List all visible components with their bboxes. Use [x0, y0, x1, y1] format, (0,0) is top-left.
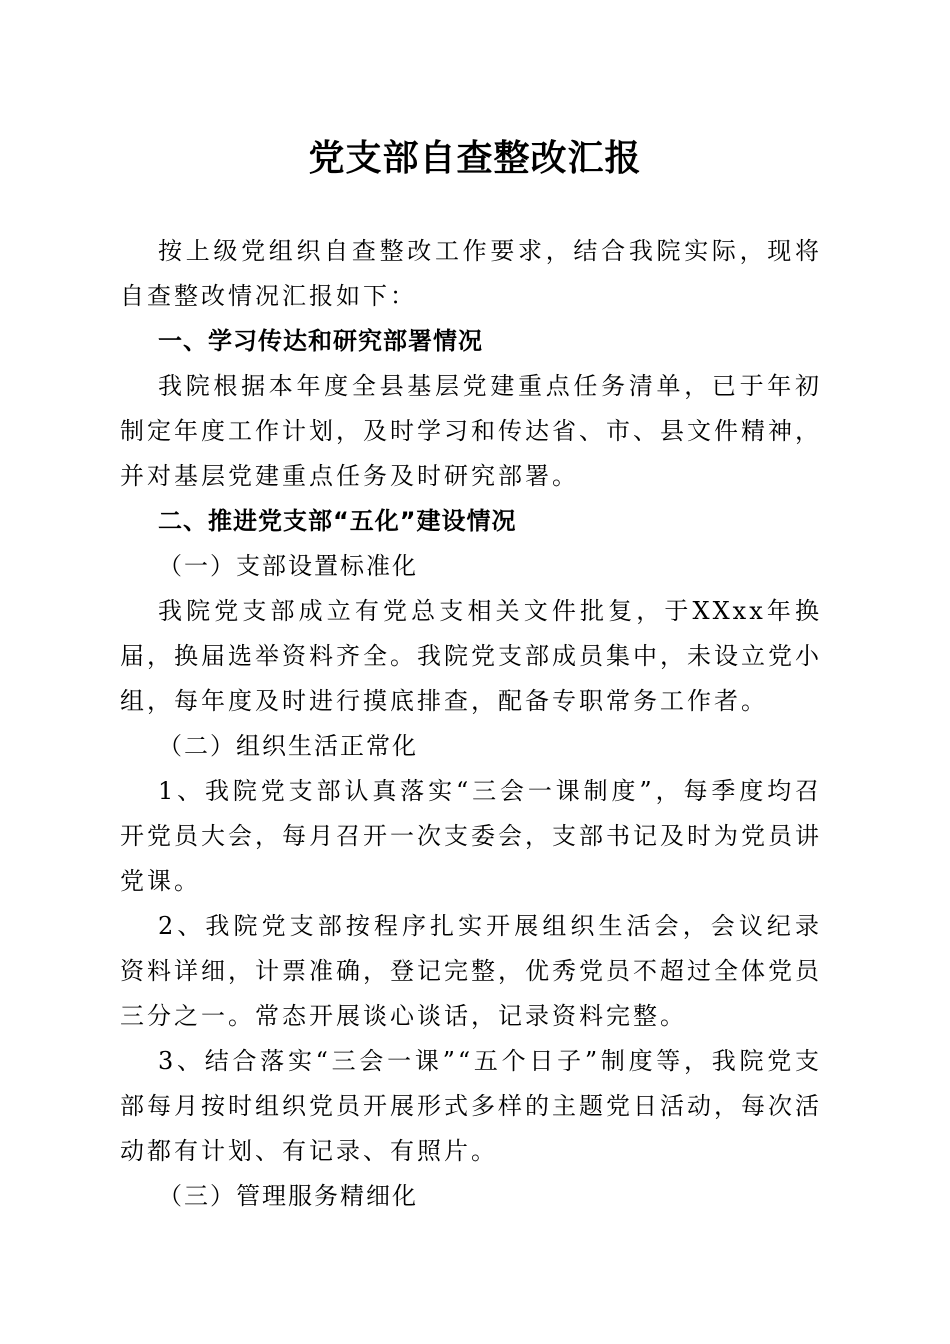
intro-paragraph: 按上级党组织自查整改工作要求，结合我院实际，现将自查整改情况汇报如下：: [120, 237, 822, 310]
subsection-3-heading: （三）管理服务精细化: [158, 1182, 418, 1210]
section-1-heading: 一、学习传达和研究部署情况: [158, 327, 483, 355]
section-1-paragraph: 我院根据本年度全县基层党建重点任务清单，已于年初制定年度工作计划，及时学习和传达省、市、县文件精神，并对基层党建重点任务及时研究部署。: [120, 372, 822, 490]
document-body: [120, 229, 822, 1219]
subsection-2-item-1: 1、我院党支部认真落实“三会一课制度”，每季度均召开党员大会，每月召开一次支委会，支部书记及时为党员讲党课。: [120, 777, 822, 895]
subsection-2-heading: （二）组织生活正常化: [158, 732, 418, 760]
subsection-1-heading: （一）支部设置标准化: [158, 552, 418, 580]
subsection-2-item-3: 3、结合落实“三会一课”“五个日子”制度等，我院党支部每月按时组织党员开展形式多样的主题党日活动，每次活动都有计划、有记录、有照片。: [120, 1047, 822, 1165]
section-2-heading: 二、推进党支部“五化”建设情况: [158, 507, 517, 535]
subsection-1-paragraph: 我院党支部成立有党总支相关文件批复，于XXxx年换届，换届选举资料齐全。我院党支部成员集中，未设立党小组，每年度及时进行摸底排查，配备专职常务工作者。: [120, 597, 822, 715]
subsection-2-item-2: 2、我院党支部按程序扎实开展组织生活会，会议纪录资料详细，计票准确，登记完整，优秀党员不超过全体党员三分之一。常态开展谈心谈话，记录资料完整。: [120, 912, 822, 1030]
page-title: 党支部自查整改汇报: [308, 138, 642, 179]
